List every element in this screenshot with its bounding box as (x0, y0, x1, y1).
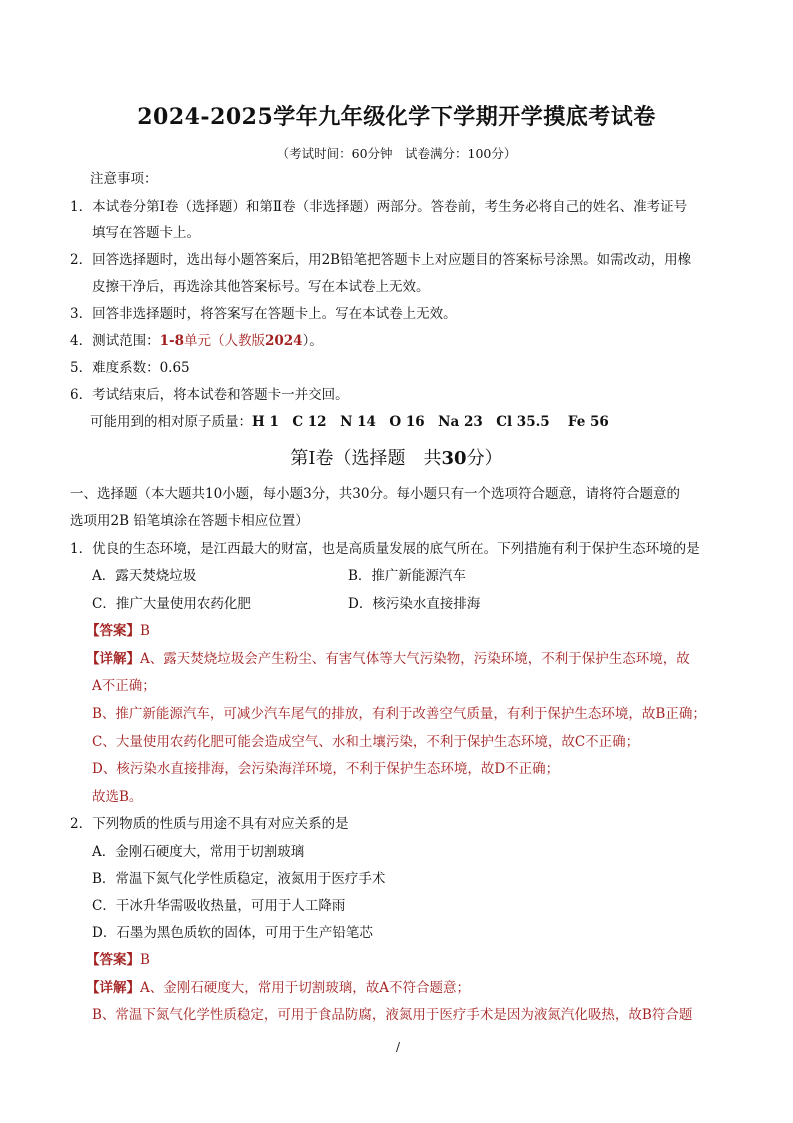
notice-item-1-cont: 填写在答题卡上。 (92, 225, 200, 241)
q1-detail-line-1: 【详解】A、露天焚烧垃圾会产生粉尘、有害气体等大气污染物，污染环境，不利于保护生态环境，故 (86, 651, 690, 667)
notice-item-4-prefix: 4．测试范围： (70, 333, 160, 349)
q2-option-a: A．金刚石硬度大，常用于切割玻璃 (92, 844, 305, 860)
q2-option-c: C．干冰升华需吸收热量，可用于人工降雨 (92, 898, 346, 914)
q2-stem: 2．下列物质的性质与用途不具有对应关系的是 (70, 816, 349, 832)
notice-item-5: 5．难度系数：0.65 (70, 360, 190, 376)
section-heading: 第Ⅰ卷（选择题 共30分） (290, 448, 503, 469)
q1-detail-line-3: B、推广新能源汽车，可减少汽车尾气的排放，有利于改善空气质量，有利于保护生态环境，故B正确； (92, 706, 706, 722)
q1-detail-line-5: D、核污染水直接排海，会污染海洋环境，不利于保护生态环境，故D不正确； (92, 761, 560, 777)
q1-stem: 1．优良的生态环境，是江西最大的财富，也是高质量发展的底气所在。下列措施有利于保护生态环境的是 (70, 541, 700, 557)
notice-item-2-cont: 皮擦干净后，再选涂其他答案标号。写在本试卷上无效。 (92, 279, 430, 295)
part-intro-line-1: 一、选择题（本大题共10小题，每小题3分，共30分。每小题只有一个选项符合题意，请将符合题意的 (70, 486, 680, 502)
exam-title: 2024-2025学年九年级化学下学期开学摸底考试卷 (137, 104, 656, 130)
atomic-mass-values: H 1 C 12 N 14 O 16 Na 23 Cl 35.5 Fe 56 (252, 414, 609, 430)
notice-item-4 (70, 332, 323, 350)
page-number: / (396, 1040, 401, 1054)
q1-answer: 【答案】B (86, 623, 150, 639)
q1-option-a: A．露天焚烧垃圾 (92, 568, 197, 584)
q2-detail-line-2: B、常温下氮气化学性质稳定，可用于食品防腐，液氮用于医疗手术是因为液氮汽化吸热，故B符合题 (92, 1007, 693, 1023)
test-range-year: 2024 (264, 333, 303, 349)
q2-option-b: B．常温下氮气化学性质稳定，液氮用于医疗手术 (92, 871, 386, 887)
atomic-mass-line (90, 413, 609, 431)
notice-item-4-suffix: ）。 (302, 333, 323, 349)
q2-answer: 【答案】B (86, 952, 150, 968)
q1-option-b: B．推广新能源汽车 (348, 568, 466, 584)
notice-heading: 注意事项： (90, 171, 158, 187)
exam-subtitle: （考试时间：60分钟 试卷满分：100分） (276, 146, 517, 161)
test-range-unit: 单元（人教版 (183, 333, 265, 349)
q2-detail-line-1: 【详解】A、金刚石硬度大，常用于切割玻璃，故A不符合题意； (86, 980, 470, 996)
notice-item-3: 3．回答非选择题时，将答案写在答题卡上。写在本试卷上无效。 (70, 306, 457, 322)
notice-item-6: 6．考试结束后，将本试卷和答题卡一并交回。 (70, 387, 349, 403)
notice-item-1: 1．本试卷分第Ⅰ卷（选择题）和第Ⅱ卷（非选择题）两部分。答卷前，考生务必将自己的姓名、准考证号 (70, 199, 688, 215)
q1-detail-line-4: C、大量使用农药化肥可能会造成空气、水和土壤污染，不利于保护生态环境，故C不正确； (92, 734, 640, 750)
q1-option-d: D．核污染水直接排海 (348, 596, 481, 612)
part-intro-line-2: 选项用2B 铅笔填涂在答题卡相应位置） (70, 513, 309, 529)
q1-option-c: C．推广大量使用农药化肥 (92, 596, 251, 612)
notice-item-2: 2．回答选择题时，选出每小题答案后，用2B铅笔把答题卡上对应题目的答案标号涂黑。如需改动，用橡 (70, 252, 692, 268)
atomic-mass-label: 可能用到的相对原子质量： (90, 414, 252, 430)
test-range: 1-8 (159, 333, 184, 349)
q1-detail-line-6: 故选B。 (92, 789, 143, 805)
q1-detail-line-2: A不正确； (92, 678, 156, 694)
q2-option-d: D．石墨为黑色质软的固体，可用于生产铅笔芯 (92, 925, 373, 941)
